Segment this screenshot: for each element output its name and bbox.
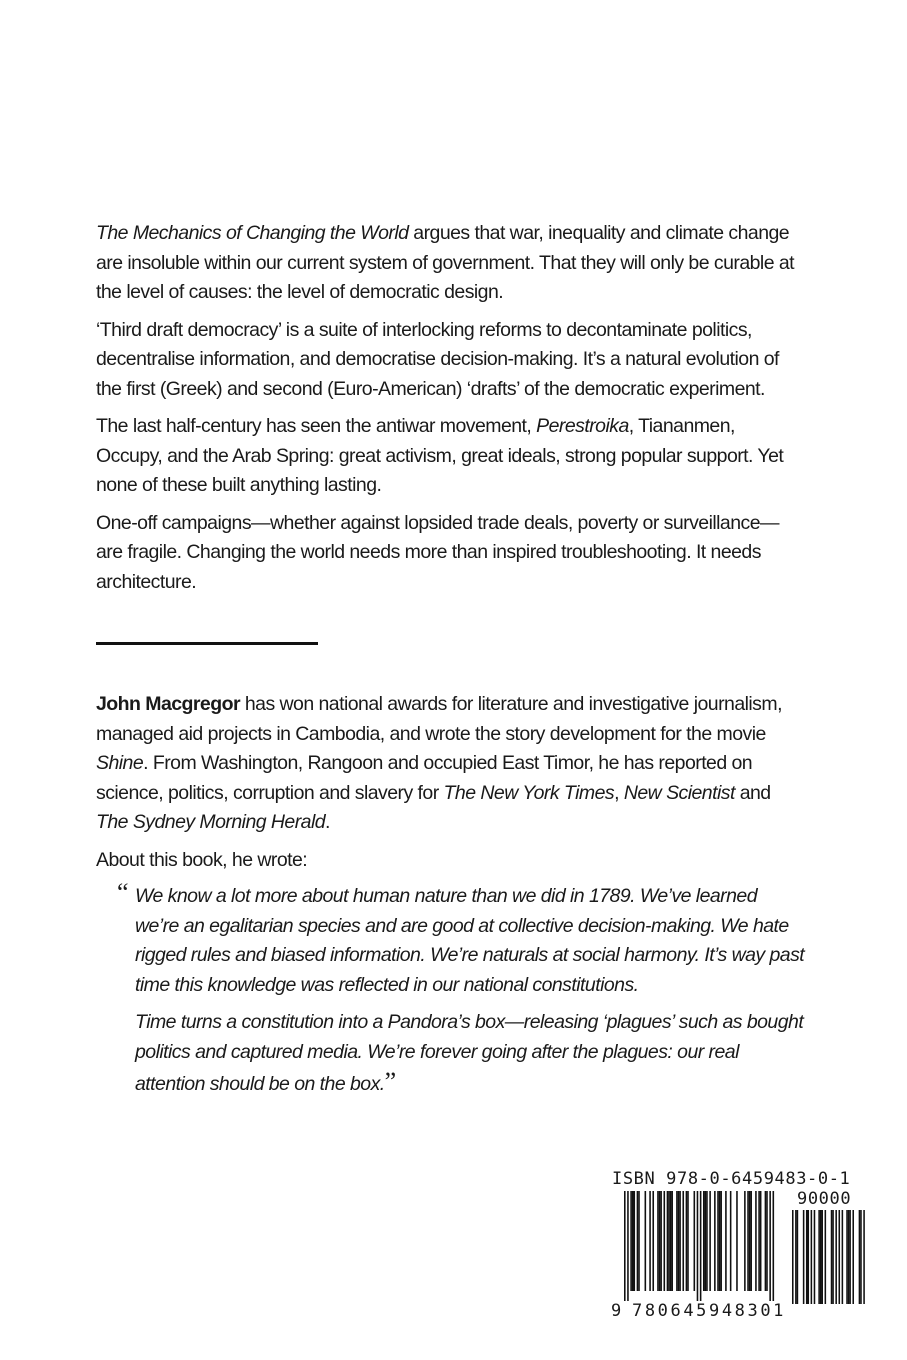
- price-code-label: 90000: [797, 1189, 852, 1209]
- barcode-bar: [652, 1191, 654, 1291]
- barcode-bar: [637, 1191, 639, 1291]
- addon-bar: [818, 1210, 820, 1304]
- open-quote-mark: “: [117, 878, 128, 907]
- quote-paragraph-2: Time turns a constitution into a Pandora’s box—releasing ‘plagues’ such as bought politics and captured media. We’re forever going after the plagues: our real attention should be on the box.”: [135, 1011, 804, 1096]
- barcode-bar: [670, 1191, 672, 1291]
- addon-bar: [849, 1210, 851, 1304]
- addon-bar: [806, 1210, 808, 1304]
- addon-barcode-bars: [792, 1210, 868, 1304]
- barcode-bar: [769, 1191, 771, 1301]
- barcode-bar: [755, 1191, 757, 1291]
- barcode-bar: [682, 1191, 684, 1291]
- barcode-bar: [687, 1191, 689, 1291]
- barcode-bar: [706, 1191, 708, 1291]
- book-description: [96, 219, 796, 605]
- description-paragraph-2: ‘Third draft democracy’ is a suite of interlocking reforms to decontaminate politics, decentralise information, and democratise decision-making. It’s a natural evolution of the first (Greek) and second (Euro-American) ‘drafts’ of the democratic experiment.: [96, 318, 779, 400]
- barcode-bar: [679, 1191, 681, 1291]
- quote-intro: About this book, he wrote:: [96, 848, 308, 871]
- addon-bar: [821, 1210, 823, 1304]
- barcode-bar: [668, 1191, 670, 1291]
- addon-bar: [852, 1210, 854, 1304]
- barcode-bar: [686, 1191, 688, 1291]
- barcode-bar: [627, 1191, 629, 1301]
- addon-bar: [831, 1210, 833, 1304]
- barcode-bar: [638, 1191, 640, 1291]
- barcode-bar: [720, 1191, 722, 1291]
- barcode-bar: [749, 1191, 751, 1291]
- author-quote: [117, 878, 805, 1108]
- description-paragraph-4: One-off campaigns—whether against lopsided trade deals, poverty or surveillance—are fragile. Changing the world needs more than inspired troubleshooting. It needs architecture.: [96, 511, 779, 593]
- barcode-bar: [709, 1191, 711, 1291]
- barcode-bar: [624, 1191, 626, 1301]
- barcode-bar: [717, 1191, 719, 1291]
- ean-digits: 780645948301: [632, 1301, 787, 1321]
- barcode-bar: [719, 1191, 721, 1291]
- author-name: John Macgregor: [96, 693, 240, 715]
- barcode-bar: [697, 1191, 699, 1301]
- barcode-bar: [747, 1191, 749, 1291]
- barcode-bar: [725, 1191, 727, 1291]
- barcode-bar: [765, 1191, 767, 1291]
- barcode-bar: [645, 1191, 647, 1291]
- barcode-bar: [694, 1191, 696, 1291]
- barcode-bar: [660, 1191, 662, 1291]
- barcode-bar: [744, 1191, 746, 1291]
- barcode-bar: [676, 1191, 678, 1291]
- barcode-bar: [649, 1191, 651, 1291]
- barcode-bar: [736, 1191, 738, 1291]
- addon-bar: [814, 1210, 816, 1304]
- barcode-bar: [664, 1191, 666, 1291]
- addon-bar: [792, 1210, 794, 1304]
- addon-bar: [820, 1210, 822, 1304]
- barcode-bar: [667, 1191, 669, 1291]
- description-paragraph-1: The Mechanics of Changing the World argues that war, inequality and climate change are insoluble within our current system of government. That they will only be curable at the level of causes: the level of democratic design.: [96, 222, 795, 303]
- ean-first-digit: 9: [611, 1301, 622, 1321]
- barcode-bar: [632, 1191, 634, 1291]
- barcode-bar: [657, 1191, 659, 1291]
- author-bio: [96, 690, 806, 883]
- ean-barcode-bars: [624, 1191, 784, 1301]
- addon-bar: [839, 1210, 841, 1304]
- addon-bar: [797, 1210, 799, 1304]
- addon-bar: [803, 1210, 805, 1304]
- quote-paragraph-1: We know a lot more about human nature than we did in 1789. We’ve learned we’re an egalitarian species and are good at collective decision-making. We hate rigged rules and biased information. We’re naturals at social harmony. It’s way past time this knowledge was reflected in our national constitutions.: [135, 885, 805, 996]
- barcode-bar: [659, 1191, 661, 1291]
- barcode-bar: [630, 1191, 632, 1291]
- barcode-bar: [773, 1191, 775, 1301]
- addon-bar: [832, 1210, 834, 1304]
- barcode-bar: [714, 1191, 716, 1291]
- barcode-bar: [766, 1191, 768, 1291]
- description-paragraph-3: The last half-century has seen the antiwar movement, Perestroika, Tiananmen, Occupy, and the Arab Spring: great activism, great ideals, strong popular support. Yet none of these built anything lasting.: [96, 415, 784, 496]
- barcode-bar: [730, 1191, 732, 1291]
- barcode-bar: [703, 1191, 705, 1291]
- addon-bar: [860, 1210, 862, 1304]
- addon-bar: [863, 1210, 865, 1304]
- barcode-bar: [700, 1191, 702, 1301]
- barcode-bar: [671, 1191, 673, 1291]
- addon-bar: [825, 1210, 827, 1304]
- section-divider: [96, 642, 318, 645]
- barcode-bar: [750, 1191, 752, 1291]
- addon-bar: [795, 1210, 797, 1304]
- addon-bar: [811, 1210, 813, 1304]
- addon-bar: [835, 1210, 837, 1304]
- barcode-bar: [760, 1191, 762, 1291]
- addon-bar: [842, 1210, 844, 1304]
- close-quote-mark: ”: [384, 1067, 396, 1096]
- barcode-bar: [758, 1191, 760, 1291]
- addon-bar: [859, 1210, 861, 1304]
- barcode-bar: [705, 1191, 707, 1291]
- addon-bar: [846, 1210, 848, 1304]
- addon-bar: [808, 1210, 810, 1304]
- bio-paragraph: John Macgregor has won national awards for literature and investigative journalism, managed aid projects in Cambodia, and wrote the story development for the movie Shine. From Washington, Rangoon and occupied East Timor, he has reported on science, politics, corruption and slavery for The New York Times, New Scientist and The Sydney Morning Herald.: [96, 693, 782, 833]
- addon-bar: [848, 1210, 850, 1304]
- book-title: The Mechanics of Changing the World: [96, 222, 409, 244]
- isbn-label: ISBN 978-0-6459483-0-1: [612, 1169, 851, 1189]
- barcode-bar: [678, 1191, 680, 1291]
- barcode-bar: [633, 1191, 635, 1291]
